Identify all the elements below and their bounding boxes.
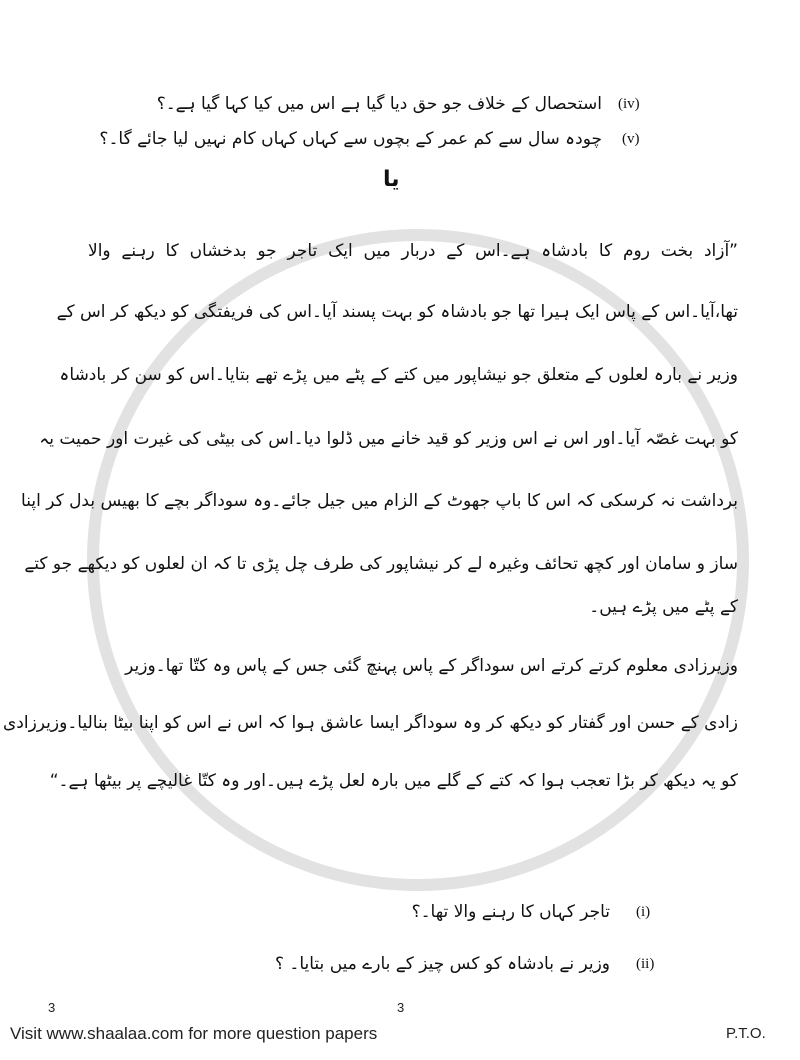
question-number: (i) bbox=[636, 904, 651, 920]
passage-line: ”آزاد بخت روم کا بادشاہ ہے۔اس کے دربار میں ایک تاجر جو بدخشاں کا رہنے والا bbox=[88, 241, 738, 261]
passage-line: وزیر نے بارہ لعلوں کے متعلق جو نیشاپور میں کتے کے پٹے میں پڑے تھے بتایا۔اس کو سن کر بادشاہ bbox=[59, 365, 738, 385]
passage-line: تھا،آیا۔اس کے پاس ایک ہیرا تھا جو بادشاہ کو بہت پسند آیا۔اس کی فریفتگی کو دیکھ کر اس کے bbox=[56, 302, 738, 322]
page-number-left: 3 bbox=[48, 1000, 56, 1015]
passage-line: برداشت نہ کرسکی کہ اس کا باپ جھوٹ کے الزام میں جیل جائے۔وہ سوداگر بچے کا بھیس بدل کر اپنا bbox=[21, 491, 738, 511]
passage-line: کو یہ دیکھ کر بڑا تعجب ہوا کہ کتے کے گلے میں بارہ لعل پڑے ہیں۔اور وہ کتّا غالیچے پر بیٹھا ہے۔“ bbox=[49, 771, 738, 791]
passage-line: کے پٹے میں پڑے ہیں۔ bbox=[589, 597, 738, 617]
pto-label: P.T.O. bbox=[726, 1025, 766, 1042]
question-text: وزیر نے بادشاہ کو کس چیز کے بارے میں بتایا۔ ؟ bbox=[274, 954, 610, 974]
question-number: (iv) bbox=[618, 96, 640, 112]
passage-line: کو بہت غصّہ آیا۔اور اس نے اس وزیر کو قید خانے میں ڈلوا دیا۔اس کی بیٹی کی غیرت اور حمیت یہ bbox=[39, 429, 738, 449]
passage-line: زادی کے حسن اور گفتار کو دیکھ کر وہ سوداگر ایسا عاشق ہوا کہ اس نے اس کو اپنا بیٹا بنالیا۔وزیرزادی bbox=[2, 713, 738, 733]
footer-visit-link[interactable]: Visit www.shaalaa.com for more question papers bbox=[10, 1024, 378, 1043]
passage-line: وزیرزادی معلوم کرتے کرتے اس سوداگر کے پاس پہنچ گئی جس کے پاس وہ کتّا تھا۔وزیر bbox=[125, 656, 738, 676]
question-text: استحصال کے خلاف جو حق دیا گیا ہے اس میں کیا کہا گیا ہے۔؟ bbox=[156, 94, 602, 114]
or-label: یا bbox=[383, 167, 400, 192]
question-number: (v) bbox=[622, 131, 640, 147]
question-number: (ii) bbox=[636, 956, 655, 972]
question-text: تاجر کہاں کا رہنے والا تھا۔؟ bbox=[411, 902, 610, 922]
passage-line: ساز و سامان اور کچھ تحائف وغیرہ لے کر نیشاپور کی طرف چل پڑی تا کہ ان لعلوں کو دیکھے جو کتے bbox=[24, 554, 738, 574]
page-number-center: 3 bbox=[397, 1000, 405, 1015]
question-text: چودہ سال سے کم عمر کے بچوں سے کہاں کہاں کام نہیں لیا جائے گا۔؟ bbox=[99, 129, 602, 149]
